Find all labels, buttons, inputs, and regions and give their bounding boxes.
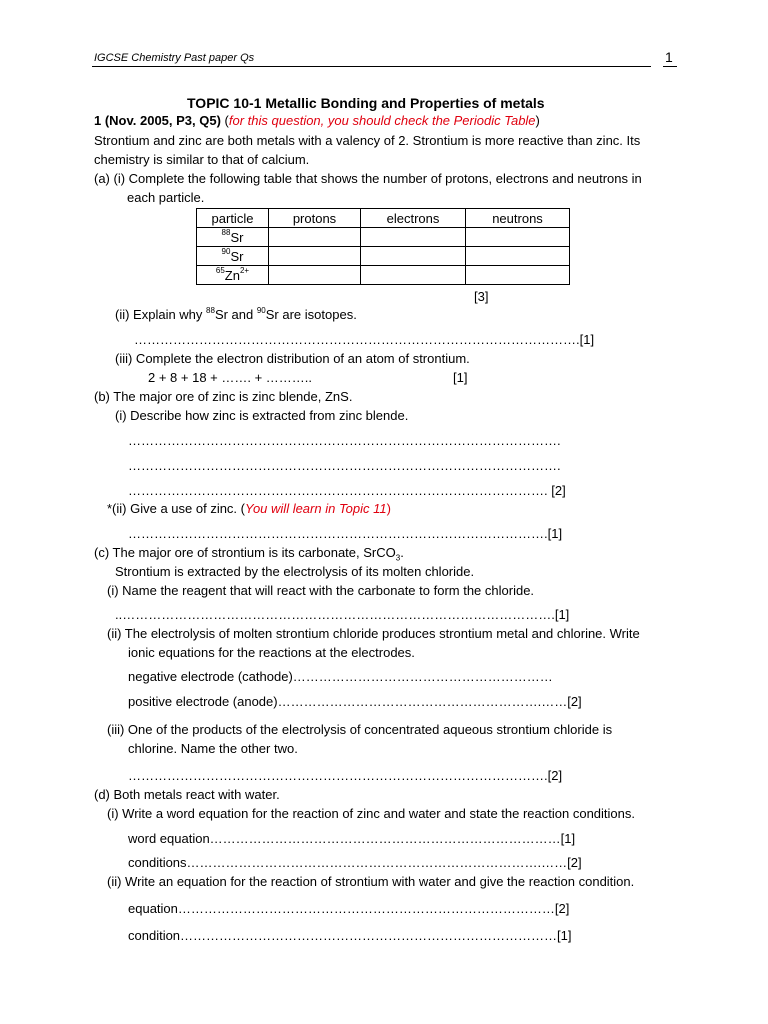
anode-answer-line[interactable]: positive electrode (anode)…………………………………………………….……[2] bbox=[128, 694, 582, 709]
part-a-i-line-2: each particle. bbox=[127, 190, 205, 205]
question-heading bbox=[94, 113, 540, 129]
note-open: ( bbox=[220, 113, 229, 128]
part-c: (c) The major ore of strontium is its carbonate, SrCO$_3$. bbox=[94, 545, 404, 563]
header-electrons: electrons bbox=[361, 209, 466, 228]
header-neutrons: neutrons bbox=[466, 209, 570, 228]
answer-line-b-i-1[interactable]: ………………………………………………………………………………………. bbox=[128, 433, 561, 448]
conditions-line[interactable]: conditions……………………………………………………………………….……[2] bbox=[128, 855, 582, 870]
part-c-iii-line-2: chlorine. Name the other two. bbox=[128, 741, 298, 756]
header-protons: protons bbox=[269, 209, 361, 228]
page-number: 1 bbox=[665, 49, 673, 65]
answer-line-a-ii[interactable]: ………………………………………………………………………………………….[1] bbox=[134, 332, 595, 347]
part-b: (b) The major ore of zinc is zinc blende, ZnS. bbox=[94, 389, 353, 404]
electrons-cell[interactable] bbox=[361, 228, 466, 247]
part-d-i: (i) Write a word equation for the reaction of zinc and water and state the reaction conditions. bbox=[107, 806, 635, 821]
protons-cell[interactable] bbox=[269, 247, 361, 266]
answer-line-b-i-3[interactable]: ……………………………………………………………………………………. [2] bbox=[128, 483, 566, 498]
topic-title: TOPIC 10-1 Metallic Bonding and Properties of metals bbox=[187, 95, 545, 111]
protons-cell[interactable] bbox=[269, 266, 361, 285]
question-number: 1 (Nov. 2005, P3, Q5) bbox=[94, 113, 221, 128]
table-row bbox=[197, 228, 570, 247]
topic-11-note: You will learn in Topic 11 bbox=[245, 501, 387, 516]
part-c-ii-line-2: ionic equations for the reactions at the electrodes. bbox=[128, 645, 415, 660]
part-d-ii: (ii) Write an equation for the reaction of strontium with water and give the reaction condition. bbox=[107, 874, 635, 889]
protons-cell[interactable] bbox=[269, 228, 361, 247]
particle-cell: $^{88}$Sr bbox=[197, 228, 269, 247]
neutrons-cell[interactable] bbox=[466, 228, 570, 247]
neutrons-cell[interactable] bbox=[466, 266, 570, 285]
answer-line-b-ii[interactable]: …………………………………………………………………………………….[1] bbox=[128, 526, 563, 541]
neutrons-cell[interactable] bbox=[466, 247, 570, 266]
part-b-i: (i) Describe how zinc is extracted from zinc blende. bbox=[115, 408, 409, 423]
part-c-line-2: Strontium is extracted by the electrolysis of its molten chloride. bbox=[115, 564, 475, 579]
condition-line[interactable]: condition……………………………………………………………………………[1] bbox=[128, 928, 572, 943]
cathode-answer-line[interactable]: negative electrode (cathode)…………………………………………………… bbox=[128, 669, 553, 684]
answer-line-c-i[interactable]: ..……………………………………………………………………………………….[1] bbox=[115, 607, 570, 622]
part-c-iii-line-1: (iii) One of the products of the electrolysis of concentrated aqueous strontium chloride is bbox=[107, 722, 613, 737]
intro-line-1: Strontium and zinc are both metals with a valency of 2. Strontium is more reactive than zinc. Its bbox=[94, 133, 641, 148]
table-header-row bbox=[197, 209, 570, 228]
periodic-table-note: for this question, you should check the Periodic Table bbox=[228, 113, 536, 128]
part-c-i: (i) Name the reagent that will react with the carbonate to form the chloride. bbox=[107, 583, 535, 598]
part-a-i-line-1: (a) (i) Complete the following table that shows the number of protons, electrons and neutrons in bbox=[94, 171, 642, 186]
equation-line[interactable]: equation……………………………………………………………………………[2] bbox=[128, 901, 570, 916]
intro-line-2: chemistry is similar to that of calcium. bbox=[94, 152, 310, 167]
particle-table bbox=[196, 208, 570, 285]
table-row bbox=[197, 247, 570, 266]
page-number-rule bbox=[663, 66, 677, 67]
part-a-iii: (iii) Complete the electron distribution of an atom of strontium. bbox=[115, 351, 470, 366]
part-d: (d) Both metals react with water. bbox=[94, 787, 280, 802]
part-b-ii: *(ii) Give a use of zinc. (You will learn in Topic 11) bbox=[107, 501, 391, 516]
running-header: IGCSE Chemistry Past paper Qs bbox=[94, 52, 255, 64]
answer-line-c-iii[interactable]: …………………………………………………………………………………….[2] bbox=[128, 768, 563, 783]
particle-cell: $^{90}$Sr bbox=[197, 247, 269, 266]
electron-distribution[interactable]: 2 + 8 + 18 + ……. + ……….. bbox=[148, 370, 313, 385]
header-particle: particle bbox=[197, 209, 269, 228]
electrons-cell[interactable] bbox=[361, 266, 466, 285]
note-close: ) bbox=[535, 113, 540, 128]
header-rule bbox=[92, 66, 651, 67]
part-c-ii-line-1: (ii) The electrolysis of molten strontium chloride produces strontium metal and chlorine. Write bbox=[107, 626, 640, 641]
part-a-ii: (ii) Explain why $^{88}$Sr and $^{90}$Sr are isotopes. bbox=[115, 305, 357, 322]
table-row bbox=[197, 266, 570, 285]
table-marks: [3] bbox=[474, 289, 489, 304]
marks-a-iii: [1] bbox=[453, 370, 468, 385]
particle-cell: $^{65}Zn^{2+}$ bbox=[197, 266, 269, 285]
electrons-cell[interactable] bbox=[361, 247, 466, 266]
answer-line-b-i-2[interactable]: ………………………………………………………………………………………. bbox=[128, 458, 561, 473]
word-equation-line[interactable]: word equation………………………………………………………………………[1] bbox=[128, 831, 576, 846]
